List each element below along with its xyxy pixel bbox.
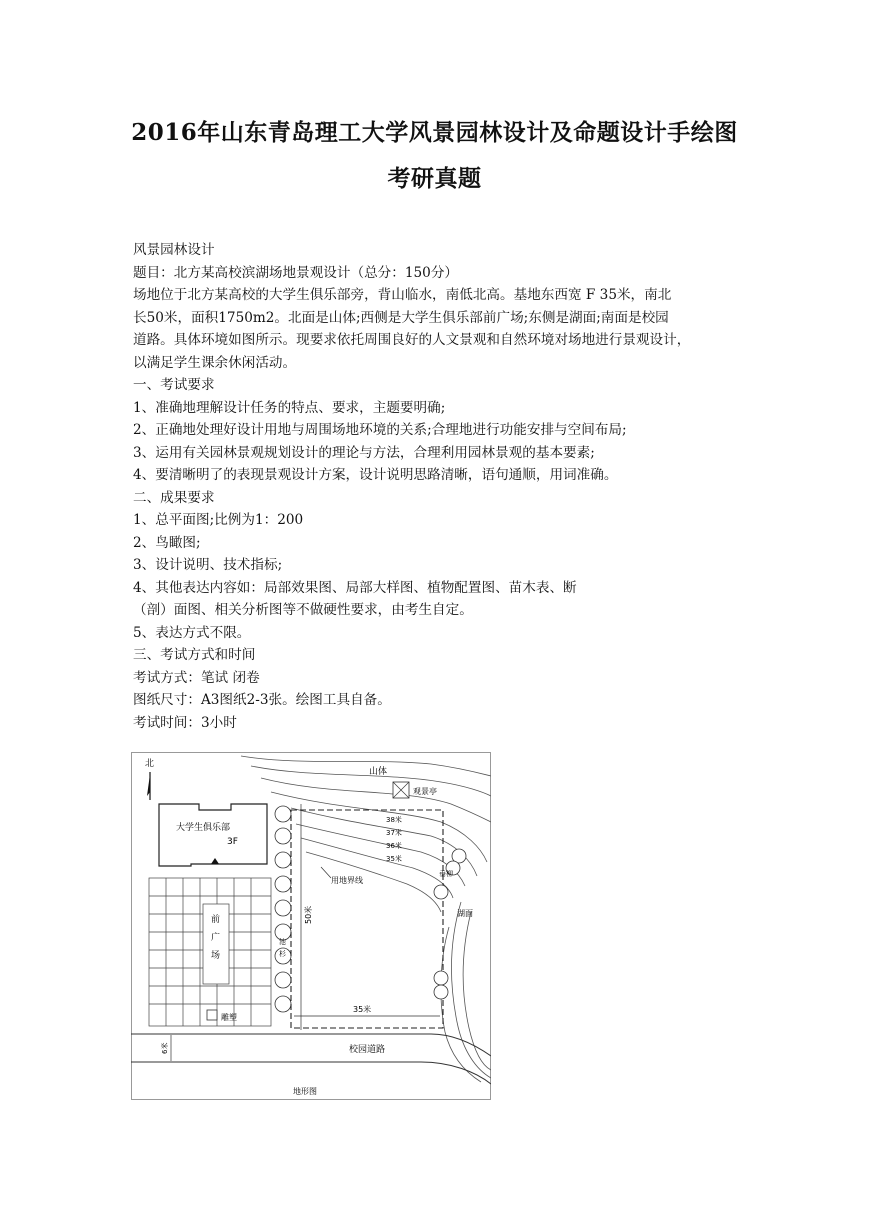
pond-label: 杉 <box>279 950 286 958</box>
sculpture-label: 雕塑 <box>221 1013 237 1022</box>
requirement-item: 2、正确地处理好设计用地与周围场地环境的关系;合理地进行功能安排与空间布局; <box>133 422 627 438</box>
willow-label: 垂柳 <box>439 870 453 878</box>
north-label: 北 <box>145 759 155 769</box>
map-caption: 地形图 <box>293 1087 317 1096</box>
site-description-line: 以满足学生课余休闲活动。 <box>133 354 297 371</box>
road-width-label: 6米 <box>161 1042 169 1054</box>
exam-topic: 题目：北方某高校滨湖场地景观设计（总分：150分） <box>133 264 459 281</box>
requirements-heading: 一、考试要求 <box>133 377 215 393</box>
document-title-line-2: 考研真题 <box>387 165 482 192</box>
requirement-item: 4、要清晰明了的表现景观设计方案，设计说明思路清晰，语句通顺，用词准确。 <box>133 467 618 483</box>
pavilion-label: 观景亭 <box>413 787 437 796</box>
requirement-item: 3、运用有关园林景观规划设计的理论与方法，合理利用园林景观的基本要素; <box>133 444 595 461</box>
deliverable-item: 4、其他表达内容如：局部效果图、局部大样图、植物配置图、苗木表、断 <box>133 579 577 596</box>
contour-label: 36米 <box>386 842 402 850</box>
exam-format-item: 考试时间：3小时 <box>133 714 237 731</box>
tree-row-west <box>275 806 291 1012</box>
pond-label: 池 <box>279 938 286 946</box>
deliverable-item: 3、设计说明、技术指标; <box>133 557 283 573</box>
deliverable-item: 5、表达方式不限。 <box>133 624 251 641</box>
site-description-line: 场地位于北方某高校的大学生俱乐部旁，背山临水，南低北高。基地东西宽 F 35米，南北 <box>133 287 672 303</box>
exam-format-heading: 三、考试方式和时间 <box>133 647 256 663</box>
exam-format-item: 图纸尺寸：A3图纸2-3张。绘图工具自备。 <box>133 692 391 708</box>
plaza-label: 广 <box>211 933 221 943</box>
club-floors-label: 3F <box>227 837 238 847</box>
document-body <box>133 239 753 734</box>
deliverable-item: （剖）面图、相关分析图等不做硬性要求，由考生自定。 <box>133 602 473 618</box>
section-heading: 风景园林设计 <box>133 242 215 258</box>
document-title-line-1: 2016年山东青岛理工大学风景园林设计及命题设计手绘图 <box>131 119 738 146</box>
road-label: 校园道路 <box>349 1045 386 1055</box>
site-description-line: 道路。具体环境如图所示。现要求依托周围良好的人文景观和自然环境对场地进行景观设计， <box>133 332 691 348</box>
site-terrain-map <box>131 752 491 1100</box>
site-description-line: 长50米，面积1750m2。北面是山体;西侧是大学生俱乐部前广场;东侧是湖面;南面是校园 <box>133 309 669 326</box>
plaza-label: 前 <box>211 915 221 925</box>
lake-label: 湖面 <box>457 909 473 918</box>
sculpture-icon <box>207 1010 217 1020</box>
exam-format-item: 考试方式：笔试 闭卷 <box>133 669 260 686</box>
contour-label: 38米 <box>386 816 402 824</box>
club-name-label: 大学生俱乐部 <box>176 823 231 833</box>
width-dimension: 35米 <box>353 1005 372 1014</box>
requirement-item: 1、准确地理解设计任务的特点、要求，主题要明确; <box>133 399 446 416</box>
deliverable-item: 2、鸟瞰图; <box>133 534 201 551</box>
mountain-label: 山体 <box>369 767 388 777</box>
deliverable-item: 1、总平面图;比例为1：200 <box>133 512 304 528</box>
contour-label: 37米 <box>386 829 402 837</box>
boundary-label: 用地界线 <box>331 876 363 885</box>
plaza-label: 场 <box>211 951 221 961</box>
deliverables-heading: 二、成果要求 <box>133 489 215 506</box>
contour-label: 35米 <box>386 855 402 863</box>
club-building <box>159 804 267 866</box>
depth-dimension: 50米 <box>304 905 313 924</box>
